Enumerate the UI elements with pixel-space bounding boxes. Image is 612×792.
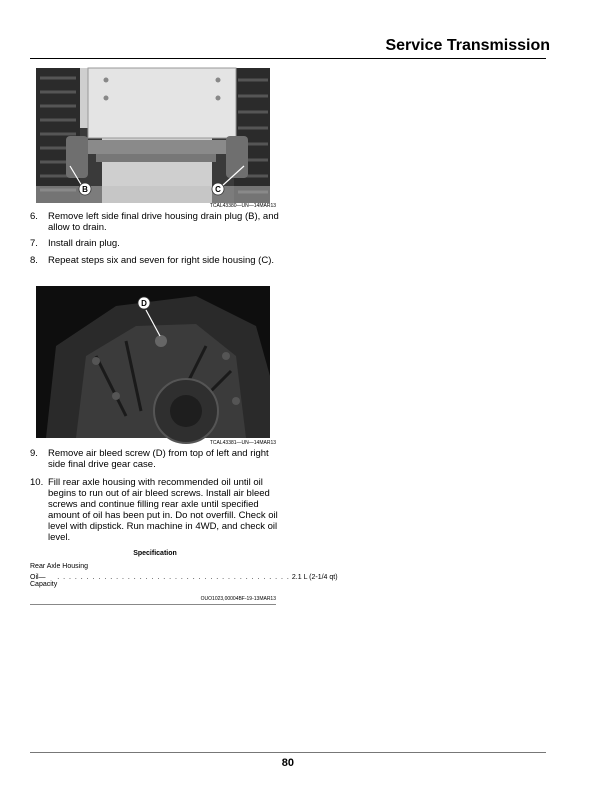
specification-value: 2.1 L (2-1/4 qt) bbox=[291, 574, 338, 581]
step-item: 9. Remove air bleed screw (D) from top of left and right side final drive gear case. bbox=[30, 448, 269, 470]
callout-d bbox=[138, 297, 150, 309]
figure-caption: TCAL43380—UN—14MAR13 bbox=[209, 203, 276, 209]
callout-c bbox=[212, 183, 224, 195]
figure-gear-case-photo bbox=[36, 286, 270, 438]
reference-rule bbox=[30, 604, 276, 605]
svg-text:D: D bbox=[141, 299, 147, 308]
footer-rule bbox=[30, 752, 546, 753]
svg-text:B: B bbox=[82, 185, 88, 194]
page-number: 80 bbox=[281, 757, 294, 769]
step-item: 10. Fill rear axle housing with recommended oil until oil begins to run out of air bleed screws. Install air bleed screws and continue filling rear axle until specified amount of oil has been put in. Do not overfill. Check oil level with dipstick. Run machine in 4WD, and check oil level. bbox=[30, 477, 278, 543]
step-item: 8. Repeat steps six and seven for right side housing (C). bbox=[30, 255, 275, 266]
figure-underside-photo bbox=[36, 68, 270, 203]
svg-text:C: C bbox=[215, 185, 221, 194]
step-item: 6. Remove left side final drive housing drain plug (B), and allow to drain. bbox=[30, 211, 279, 233]
specification-row bbox=[30, 574, 338, 588]
reference-code: OUO1023,00004BF-19-13MAR13 bbox=[200, 596, 276, 602]
figure-caption: TCAL43381—UN—14MAR13 bbox=[209, 440, 276, 446]
step-item: 7. Install drain plug. bbox=[30, 238, 120, 249]
specification-label: Oil—Capacity bbox=[30, 574, 58, 588]
callout-b bbox=[79, 183, 91, 195]
specification-leader-dots: . . . . . . . . . . . . . . . . . . . . . . . . . . . . . . . . . . . . . . . . bbox=[57, 574, 290, 581]
specification-item: Rear Axle Housing bbox=[30, 563, 88, 570]
header-rule bbox=[30, 58, 546, 59]
specification-title: Specification bbox=[133, 550, 177, 557]
page-title: Service Transmission bbox=[385, 37, 550, 54]
